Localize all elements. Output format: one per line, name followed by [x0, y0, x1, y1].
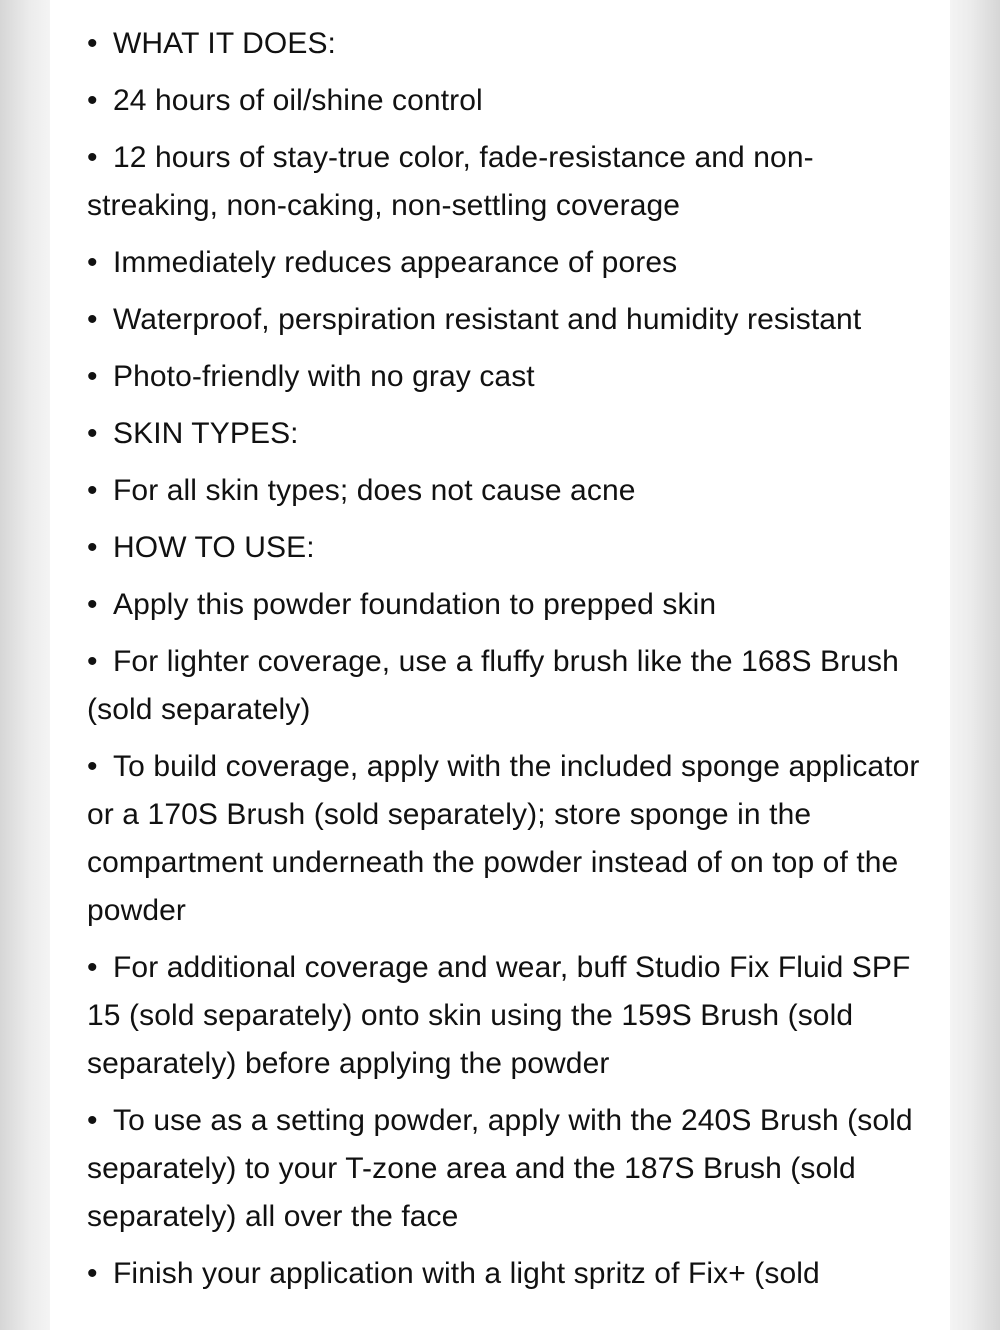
list-item — [87, 134, 927, 230]
bullet-icon: • — [87, 1257, 98, 1290]
bullet-icon: • — [87, 1104, 98, 1137]
bullet-icon: • — [87, 360, 98, 393]
list-item — [87, 467, 927, 515]
bullet-icon: • — [87, 27, 98, 60]
item-text: Waterproof, perspiration resistant and humidity resistant — [113, 303, 862, 336]
list-item — [87, 1250, 927, 1298]
bullet-icon: • — [87, 645, 98, 678]
item-text: Finish your application with a light spritz of Fix+ (sold — [113, 1257, 820, 1290]
list-item — [87, 581, 927, 629]
item-text: Apply this powder foundation to prepped skin — [113, 588, 717, 621]
list-item — [87, 410, 927, 458]
description-panel[interactable] — [50, 0, 950, 1330]
left-margin — [0, 0, 50, 1330]
list-item — [87, 239, 927, 287]
bullet-icon: • — [87, 303, 98, 336]
bullet-icon: • — [87, 951, 98, 984]
item-text: WHAT IT DOES: — [113, 27, 336, 60]
bullet-icon: • — [87, 84, 98, 117]
item-text: For lighter coverage, use a fluffy brush like the 168S Brush (sold separately) — [87, 645, 899, 726]
item-text: 24 hours of oil/shine control — [113, 84, 483, 117]
item-text: SKIN TYPES: — [113, 417, 299, 450]
item-text: For all skin types; does not cause acne — [113, 474, 636, 507]
item-text: Photo-friendly with no gray cast — [113, 360, 535, 393]
bullet-icon: • — [87, 750, 98, 783]
list-item — [87, 296, 927, 344]
bullet-icon: • — [87, 531, 98, 564]
item-text: To build coverage, apply with the included sponge applicator or a 170S Brush (sold separately); store sponge in the compartment underneath the powder instead of on top of the powder — [87, 750, 920, 927]
item-text: Immediately reduces appearance of pores — [113, 246, 678, 279]
right-margin — [950, 0, 1000, 1330]
item-text: 12 hours of stay-true color, fade-resistance and non-streaking, non-caking, non-settling coverage — [87, 141, 814, 222]
list-item — [87, 743, 927, 935]
item-text: To use as a setting powder, apply with the 240S Brush (sold separately) to your T-zone area and the 187S Brush (sold separately) all over the face — [87, 1104, 913, 1233]
item-text: For additional coverage and wear, buff Studio Fix Fluid SPF 15 (sold separately) onto skin using the 159S Brush (sold separately) before applying the powder — [87, 951, 911, 1080]
list-item — [87, 1097, 927, 1241]
list-item — [87, 638, 927, 734]
bullet-icon: • — [87, 417, 98, 450]
description-list — [87, 20, 927, 1307]
bullet-icon: • — [87, 474, 98, 507]
list-item — [87, 77, 927, 125]
list-item — [87, 20, 927, 68]
list-item — [87, 944, 927, 1088]
item-text: HOW TO USE: — [113, 531, 315, 564]
bullet-icon: • — [87, 141, 98, 174]
list-item — [87, 353, 927, 401]
list-item — [87, 524, 927, 572]
bullet-icon: • — [87, 588, 98, 621]
bullet-icon: • — [87, 246, 98, 279]
